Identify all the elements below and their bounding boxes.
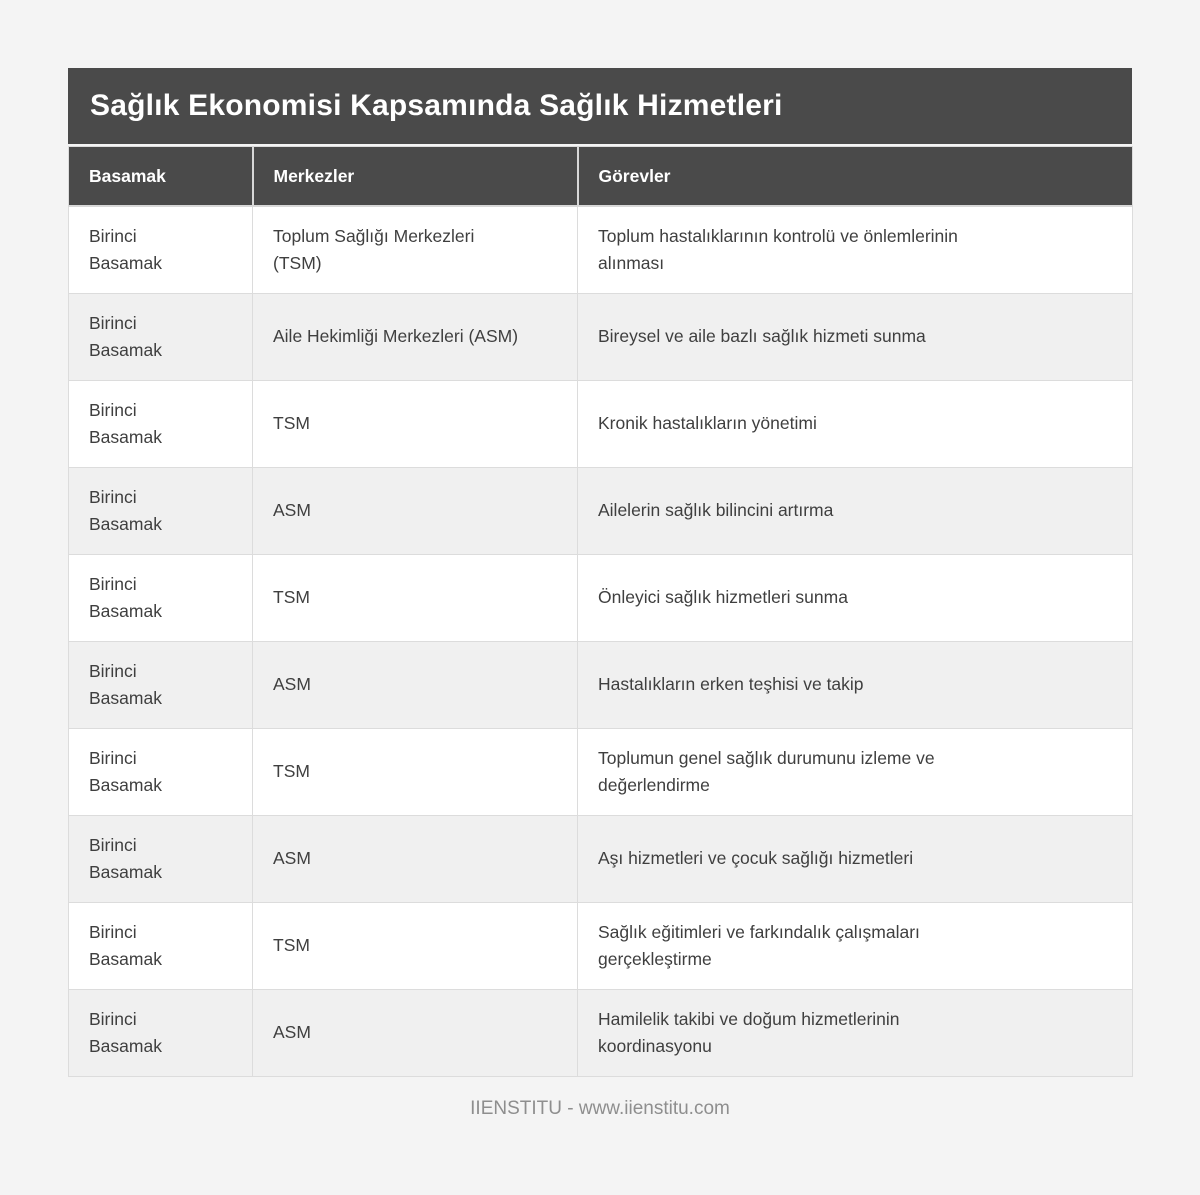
cell-gorevler-text: Aşı hizmetleri ve çocuk sağlığı hizmetleri [598, 848, 914, 869]
table-row [69, 555, 1133, 642]
header-row [69, 147, 1133, 207]
cell-basamak-text: Birinci Basamak [89, 747, 162, 795]
cell-gorevler [578, 555, 1133, 642]
table-row [69, 990, 1133, 1077]
cell-gorevler-text: Sağlık eğitimleri ve farkındalık çalışmaları gerçekleştirme [598, 921, 920, 969]
table-body [69, 206, 1133, 1077]
cell-basamak [69, 642, 253, 729]
cell-merkezler [253, 990, 578, 1077]
cell-gorevler [578, 816, 1133, 903]
cell-basamak-text: Birinci Basamak [89, 1008, 162, 1056]
cell-merkezler-text: ASM [273, 1022, 311, 1043]
cell-gorevler [578, 990, 1133, 1077]
cell-basamak [69, 903, 253, 990]
cell-merkezler [253, 555, 578, 642]
page-title: Sağlık Ekonomisi Kapsamında Sağlık Hizmetleri [68, 68, 1132, 144]
column-header-basamak: Basamak [69, 147, 253, 207]
cell-gorevler [578, 206, 1133, 294]
cell-gorevler-text: Toplumun genel sağlık durumunu izleme ve değerlendirme [598, 747, 935, 795]
cell-basamak [69, 816, 253, 903]
cell-gorevler [578, 294, 1133, 381]
cell-merkezler-text: ASM [273, 848, 311, 869]
cell-basamak [69, 206, 253, 294]
cell-gorevler-text: Hamilelik takibi ve doğum hizmetlerinin koordinasyonu [598, 1008, 900, 1056]
cell-basamak-text: Birinci Basamak [89, 660, 162, 708]
cell-gorevler-text: Toplum hastalıklarının kontrolü ve önlemlerinin alınması [598, 225, 958, 273]
cell-merkezler [253, 206, 578, 294]
cell-gorevler-text: Kronik hastalıkların yönetimi [598, 413, 817, 434]
cell-gorevler [578, 381, 1133, 468]
cell-basamak-text: Birinci Basamak [89, 399, 162, 447]
cell-merkezler [253, 468, 578, 555]
cell-merkezler-text: TSM [273, 587, 310, 608]
cell-basamak-text: Birinci Basamak [89, 486, 162, 534]
table-row [69, 206, 1133, 294]
cell-merkezler [253, 642, 578, 729]
cell-gorevler [578, 903, 1133, 990]
cell-gorevler-text: Önleyici sağlık hizmetleri sunma [598, 587, 848, 608]
cell-basamak [69, 294, 253, 381]
cell-merkezler [253, 729, 578, 816]
cell-basamak-text: Birinci Basamak [89, 312, 162, 360]
cell-basamak [69, 468, 253, 555]
cell-gorevler-text: Bireysel ve aile bazlı sağlık hizmeti sunma [598, 326, 926, 347]
table-header [69, 147, 1133, 207]
cell-merkezler-text: Toplum Sağlığı Merkezleri (TSM) [273, 225, 475, 273]
table-row [69, 381, 1133, 468]
cell-merkezler-text: TSM [273, 761, 310, 782]
cell-merkezler-text: ASM [273, 674, 311, 695]
cell-gorevler [578, 468, 1133, 555]
cell-basamak-text: Birinci Basamak [89, 225, 162, 273]
cell-gorevler-text: Ailelerin sağlık bilincini artırma [598, 500, 834, 521]
cell-merkezler-text: TSM [273, 935, 310, 956]
column-header-gorevler: Görevler [578, 147, 1133, 207]
cell-merkezler [253, 816, 578, 903]
cell-basamak-text: Birinci Basamak [89, 921, 162, 969]
cell-merkezler [253, 294, 578, 381]
table-row [69, 468, 1133, 555]
table-row [69, 294, 1133, 381]
table-row [69, 642, 1133, 729]
cell-merkezler-text: Aile Hekimliği Merkezleri (ASM) [273, 326, 519, 347]
cell-basamak [69, 990, 253, 1077]
cell-basamak [69, 381, 253, 468]
cell-gorevler [578, 729, 1133, 816]
cell-basamak-text: Birinci Basamak [89, 573, 162, 621]
cell-basamak-text: Birinci Basamak [89, 834, 162, 882]
cell-basamak [69, 555, 253, 642]
health-services-table [68, 68, 1132, 1077]
cell-merkezler-text: TSM [273, 413, 310, 434]
cell-merkezler-text: ASM [273, 500, 311, 521]
table-row [69, 729, 1133, 816]
cell-gorevler [578, 642, 1133, 729]
cell-gorevler-text: Hastalıkların erken teşhisi ve takip [598, 674, 864, 695]
cell-basamak [69, 729, 253, 816]
column-header-merkezler: Merkezler [253, 147, 578, 207]
cell-merkezler [253, 381, 578, 468]
table-row [69, 816, 1133, 903]
footer-credit: IIENSTITU - www.iienstitu.com [470, 1098, 730, 1119]
table-row [69, 903, 1133, 990]
cell-merkezler [253, 903, 578, 990]
data-table [68, 146, 1133, 1077]
